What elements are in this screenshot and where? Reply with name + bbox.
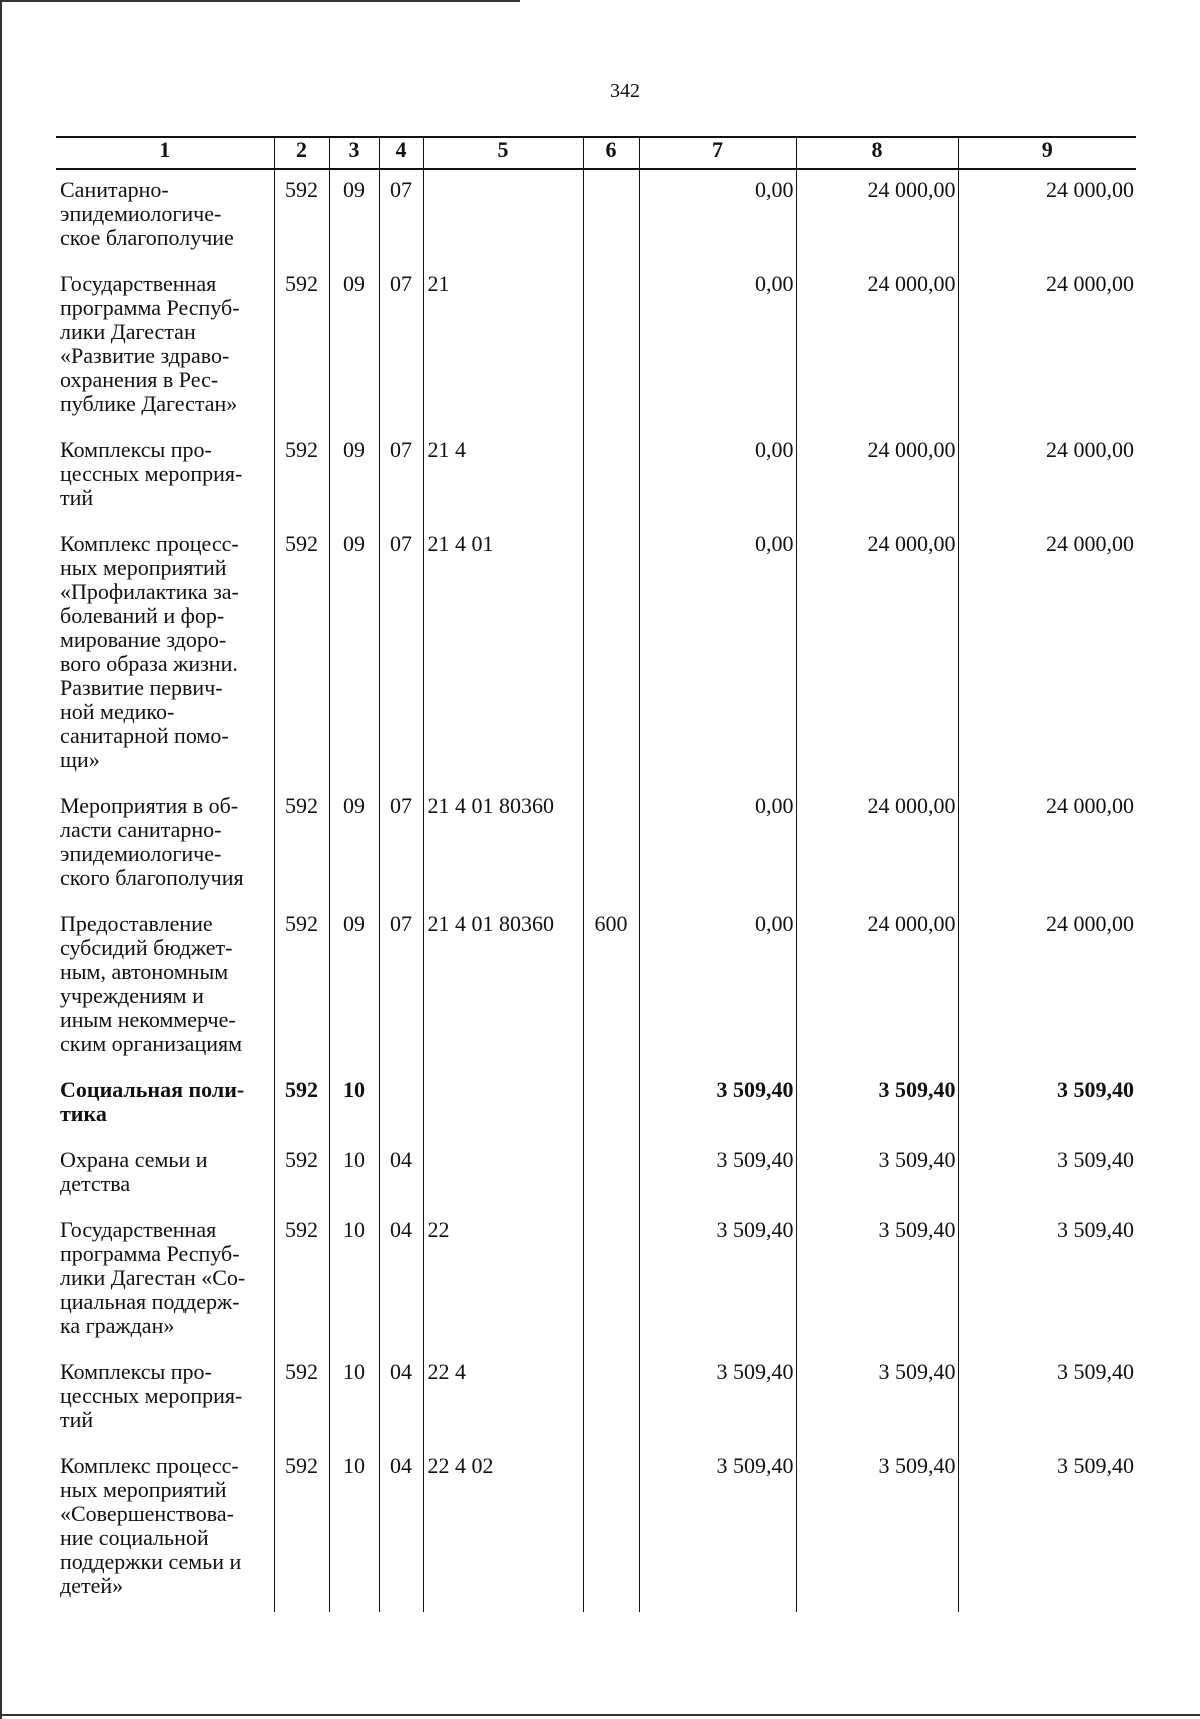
expense-type-cell <box>583 264 639 430</box>
subsection-code-cell: 04 <box>379 1210 423 1352</box>
table-row <box>56 1446 1136 1612</box>
expense-type-cell <box>583 1140 639 1210</box>
section-code-cell: 09 <box>329 904 379 1070</box>
section-code-cell: 09 <box>329 524 379 786</box>
header-row <box>56 137 1136 169</box>
amount-col-9-cell: 3 509,40 <box>958 1070 1136 1140</box>
table-row <box>56 524 1136 786</box>
target-article-cell <box>423 1070 583 1140</box>
ministry-code-cell: 592 <box>274 1446 329 1612</box>
row-name-cell: Комплекс процесс- ных мероприятий «Профилактика за- болеваний и фор- мирование здоро- вого образа жизни. Развитие первич- ной медико- санитарной помо- щи» <box>56 524 274 786</box>
subsection-code-cell: 07 <box>379 524 423 786</box>
amount-col-9-cell: 24 000,00 <box>958 430 1136 524</box>
budget-table-container <box>56 136 1136 1612</box>
table-row <box>56 430 1136 524</box>
ministry-code-cell: 592 <box>274 1070 329 1140</box>
row-name-cell: Комплекс процесс- ных мероприятий «Совершенствова- ние социальной поддержки семьи и детей» <box>56 1446 274 1612</box>
ministry-code-cell: 592 <box>274 904 329 1070</box>
ministry-code-cell: 592 <box>274 169 329 264</box>
ministry-code-cell: 592 <box>274 1352 329 1446</box>
row-name-cell: Санитарно- эпидемиологиче- ское благополучие <box>56 169 274 264</box>
subsection-code-cell: 07 <box>379 264 423 430</box>
amount-col-9-cell: 3 509,40 <box>958 1140 1136 1210</box>
row-name-cell: Предоставление субсидий бюджет- ным, автономным учреждениям и иным некоммерче- ским организациям <box>56 904 274 1070</box>
section-code-cell: 10 <box>329 1352 379 1446</box>
row-name-cell: Государственная программа Респуб- лики Дагестан «Развитие здраво- охранения в Рес- публике Дагестан» <box>56 264 274 430</box>
expense-type-cell <box>583 524 639 786</box>
target-article-cell: 22 4 02 <box>423 1446 583 1612</box>
section-code-cell: 10 <box>329 1446 379 1612</box>
page-top-edge <box>0 0 520 2</box>
row-name-cell: Государственная программа Респуб- лики Дагестан «Со- циальная поддерж- ка граждан» <box>56 1210 274 1352</box>
subsection-code-cell: 07 <box>379 786 423 904</box>
amount-col-8-cell: 24 000,00 <box>796 430 958 524</box>
amount-col-7-cell: 3 509,40 <box>639 1140 796 1210</box>
row-name-cell: Социальная поли- тика <box>56 1070 274 1140</box>
amount-col-7-cell: 3 509,40 <box>639 1070 796 1140</box>
header-col-8: 8 <box>796 137 958 169</box>
target-article-cell: 22 <box>423 1210 583 1352</box>
header-col-6: 6 <box>583 137 639 169</box>
amount-col-8-cell: 24 000,00 <box>796 264 958 430</box>
page-number: 342 <box>610 80 640 102</box>
amount-col-8-cell: 3 509,40 <box>796 1446 958 1612</box>
ministry-code-cell: 592 <box>274 1210 329 1352</box>
amount-col-9-cell: 3 509,40 <box>958 1210 1136 1352</box>
expense-type-cell <box>583 1446 639 1612</box>
section-code-cell: 10 <box>329 1070 379 1140</box>
table-row <box>56 1210 1136 1352</box>
amount-col-9-cell: 24 000,00 <box>958 169 1136 264</box>
section-code-cell: 09 <box>329 786 379 904</box>
row-name-cell: Охрана семьи и детства <box>56 1140 274 1210</box>
subsection-code-cell: 04 <box>379 1352 423 1446</box>
subsection-code-cell: 04 <box>379 1140 423 1210</box>
amount-col-8-cell: 24 000,00 <box>796 904 958 1070</box>
amount-col-7-cell: 0,00 <box>639 904 796 1070</box>
expense-type-cell <box>583 786 639 904</box>
target-article-cell: 21 4 <box>423 430 583 524</box>
section-code-cell: 09 <box>329 264 379 430</box>
expense-type-cell <box>583 1070 639 1140</box>
amount-col-7-cell: 3 509,40 <box>639 1446 796 1612</box>
section-code-cell: 10 <box>329 1140 379 1210</box>
header-col-5: 5 <box>423 137 583 169</box>
header-col-2: 2 <box>274 137 329 169</box>
header-col-3: 3 <box>329 137 379 169</box>
amount-col-8-cell: 24 000,00 <box>796 524 958 786</box>
amount-col-8-cell: 24 000,00 <box>796 786 958 904</box>
amount-col-8-cell: 3 509,40 <box>796 1352 958 1446</box>
row-name-cell: Мероприятия в об- ласти санитарно- эпидемиологиче- ского благополучия <box>56 786 274 904</box>
section-code-cell: 09 <box>329 169 379 264</box>
expense-type-cell: 600 <box>583 904 639 1070</box>
section-code-cell: 09 <box>329 430 379 524</box>
target-article-cell: 22 4 <box>423 1352 583 1446</box>
table-row <box>56 786 1136 904</box>
ministry-code-cell: 592 <box>274 524 329 786</box>
table-header <box>56 137 1136 169</box>
table-row <box>56 169 1136 264</box>
target-article-cell <box>423 1140 583 1210</box>
header-col-4: 4 <box>379 137 423 169</box>
table-body <box>56 169 1136 1612</box>
amount-col-7-cell: 3 509,40 <box>639 1352 796 1446</box>
subsection-code-cell: 04 <box>379 1446 423 1612</box>
expense-type-cell <box>583 1352 639 1446</box>
amount-col-8-cell: 24 000,00 <box>796 169 958 264</box>
amount-col-9-cell: 24 000,00 <box>958 786 1136 904</box>
target-article-cell: 21 <box>423 264 583 430</box>
expense-type-cell <box>583 430 639 524</box>
amount-col-9-cell: 24 000,00 <box>958 264 1136 430</box>
amount-col-8-cell: 3 509,40 <box>796 1140 958 1210</box>
expense-type-cell <box>583 1210 639 1352</box>
section-code-cell: 10 <box>329 1210 379 1352</box>
page-left-edge <box>0 0 2 1719</box>
ministry-code-cell: 592 <box>274 430 329 524</box>
table-row <box>56 264 1136 430</box>
subsection-code-cell: 07 <box>379 430 423 524</box>
budget-table <box>56 136 1136 1612</box>
amount-col-8-cell: 3 509,40 <box>796 1210 958 1352</box>
table-row <box>56 904 1136 1070</box>
header-col-9: 9 <box>958 137 1136 169</box>
amount-col-7-cell: 0,00 <box>639 786 796 904</box>
target-article-cell <box>423 169 583 264</box>
ministry-code-cell: 592 <box>274 1140 329 1210</box>
amount-col-7-cell: 0,00 <box>639 264 796 430</box>
target-article-cell: 21 4 01 <box>423 524 583 786</box>
amount-col-9-cell: 3 509,40 <box>958 1446 1136 1612</box>
subsection-code-cell: 07 <box>379 904 423 1070</box>
amount-col-9-cell: 24 000,00 <box>958 904 1136 1070</box>
amount-col-9-cell: 24 000,00 <box>958 524 1136 786</box>
page-bottom-edge <box>0 1714 1200 1716</box>
amount-col-7-cell: 3 509,40 <box>639 1210 796 1352</box>
expense-type-cell <box>583 169 639 264</box>
table-row <box>56 1140 1136 1210</box>
amount-col-7-cell: 0,00 <box>639 169 796 264</box>
target-article-cell: 21 4 01 80360 <box>423 904 583 1070</box>
row-name-cell: Комплексы про- цессных мероприя- тий <box>56 430 274 524</box>
row-name-cell: Комплексы про- цессных мероприя- тий <box>56 1352 274 1446</box>
subsection-code-cell <box>379 1070 423 1140</box>
subsection-code-cell: 07 <box>379 169 423 264</box>
amount-col-7-cell: 0,00 <box>639 524 796 786</box>
ministry-code-cell: 592 <box>274 264 329 430</box>
table-row <box>56 1352 1136 1446</box>
header-col-7: 7 <box>639 137 796 169</box>
header-col-1: 1 <box>56 137 274 169</box>
ministry-code-cell: 592 <box>274 786 329 904</box>
target-article-cell: 21 4 01 80360 <box>423 786 583 904</box>
amount-col-9-cell: 3 509,40 <box>958 1352 1136 1446</box>
table-row <box>56 1070 1136 1140</box>
amount-col-8-cell: 3 509,40 <box>796 1070 958 1140</box>
amount-col-7-cell: 0,00 <box>639 430 796 524</box>
